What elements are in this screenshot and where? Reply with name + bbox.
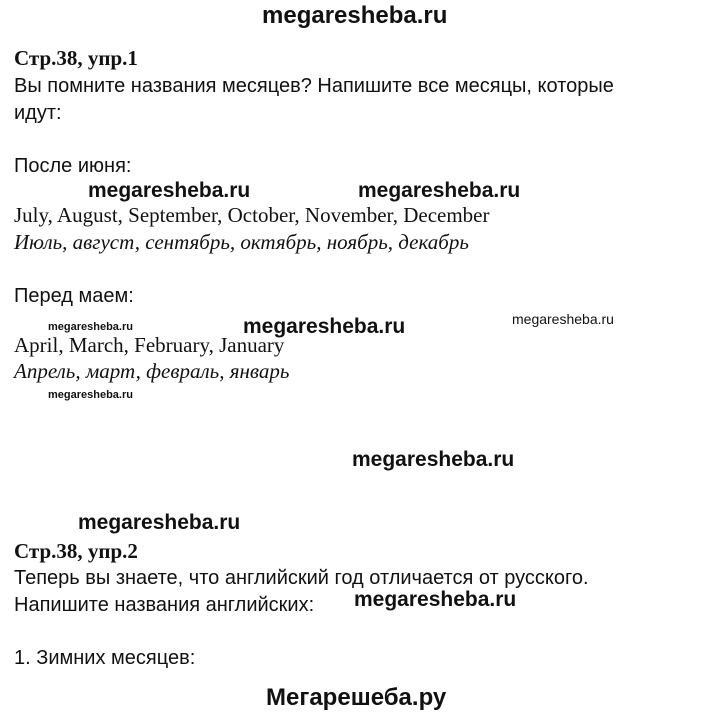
before-may-label: Перед маем: bbox=[14, 285, 134, 307]
exercise-2-item-1: 1. Зимних месяцев: bbox=[14, 647, 196, 669]
watermark-ex1-small-left: megaresheba.ru bbox=[48, 321, 133, 333]
watermark-middle: megaresheba.ru bbox=[352, 448, 515, 471]
exercise-1-prompt-line-2: идут: bbox=[14, 102, 62, 124]
before-may-russian: Апрель, март, февраль, январь bbox=[14, 359, 290, 383]
watermark-ex1-tiny-bottom: megaresheba.ru bbox=[48, 389, 133, 401]
watermark-ex1-mid: megaresheba.ru bbox=[243, 315, 406, 338]
watermark-lower-left: megaresheba.ru bbox=[78, 511, 241, 534]
watermark-ex1-small-right: megaresheba.ru bbox=[512, 311, 614, 327]
watermark-ex1-left: megaresheba.ru bbox=[88, 179, 251, 202]
watermark-ex2-right: megaresheba.ru bbox=[354, 588, 517, 611]
after-june-label: После июня: bbox=[14, 155, 132, 177]
exercise-1-heading: Стр.38, упр.1 bbox=[14, 46, 138, 70]
watermark-top: megaresheba.ru bbox=[262, 2, 448, 29]
exercise-2-prompt-line-1: Теперь вы знаете, что английский год отличается от русского. bbox=[14, 567, 589, 589]
before-may-english: April, March, February, January bbox=[14, 333, 285, 357]
after-june-english: July, August, September, October, November, December bbox=[14, 203, 490, 227]
watermark-bottom: Мегарешеба.ру bbox=[266, 684, 447, 711]
watermark-ex1-right: megaresheba.ru bbox=[358, 179, 521, 202]
exercise-1-prompt-line-1: Вы помните названия месяцев? Напишите все месяцы, которые bbox=[14, 75, 614, 97]
exercise-2-heading: Стр.38, упр.2 bbox=[14, 539, 138, 563]
after-june-russian: Июль, август, сентябрь, октябрь, ноябрь, декабрь bbox=[14, 230, 469, 254]
exercise-2-prompt-line-2: Напишите названия английских: bbox=[14, 594, 315, 616]
